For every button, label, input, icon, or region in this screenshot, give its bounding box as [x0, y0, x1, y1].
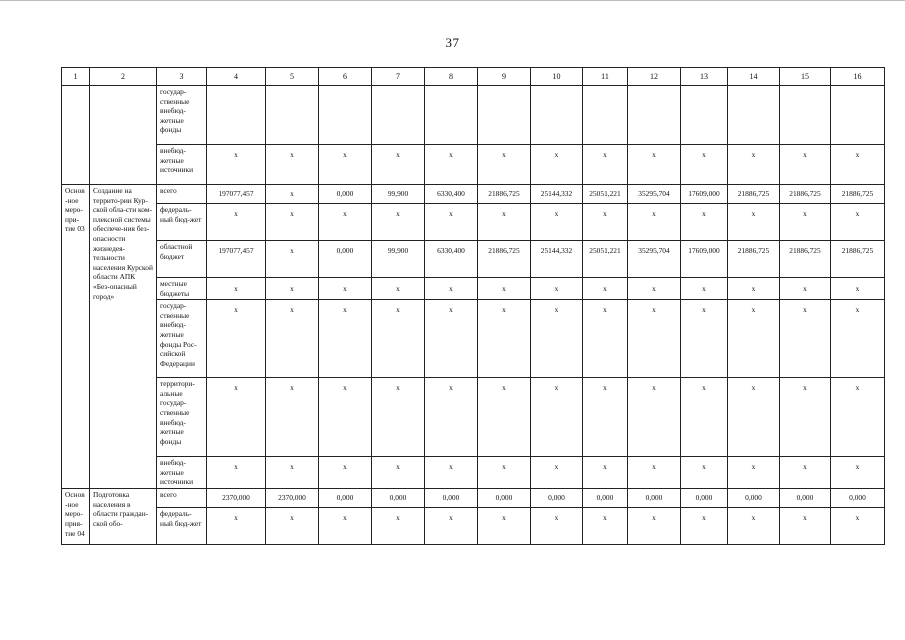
amount-cell: x	[372, 300, 425, 378]
top-border-line	[0, 0, 905, 1]
table-row	[62, 508, 885, 545]
amount-cell: x	[780, 204, 831, 241]
column-number-header: 1	[62, 68, 90, 86]
amount-cell: x	[425, 204, 478, 241]
event-number-cell: Основ-ное меро-прия-тие 04	[62, 489, 90, 545]
column-number-header: 10	[531, 68, 583, 86]
amount-cell: x	[831, 508, 885, 545]
amount-cell: 21886,725	[780, 241, 831, 278]
amount-cell: x	[831, 457, 885, 489]
amount-cell: 25144,332	[531, 185, 583, 204]
amount-cell: x	[531, 145, 583, 185]
event-name-cell	[90, 86, 157, 185]
amount-cell: x	[425, 378, 478, 457]
amount-cell: 21886,725	[728, 241, 780, 278]
amount-cell: x	[780, 278, 831, 300]
amount-cell: 25144,332	[531, 241, 583, 278]
amount-cell: x	[583, 278, 628, 300]
amount-cell: x	[266, 457, 319, 489]
amount-cell: x	[628, 300, 681, 378]
amount-cell: x	[266, 378, 319, 457]
event-number-cell: Основ-ное меро-при-тие 03	[62, 185, 90, 489]
amount-cell: 0,000	[319, 489, 372, 508]
amount-cell: x	[681, 278, 728, 300]
amount-cell: x	[425, 278, 478, 300]
funding-source-cell: федераль-ный бюд-жет	[157, 204, 207, 241]
column-number-header: 7	[372, 68, 425, 86]
column-number-header: 3	[157, 68, 207, 86]
funding-source-cell: всего	[157, 489, 207, 508]
amount-cell: 0,000	[372, 489, 425, 508]
column-number-header: 15	[780, 68, 831, 86]
amount-cell: 99,900	[372, 185, 425, 204]
amount-cell: x	[266, 204, 319, 241]
funding-source-cell: внебюд-жетные источники	[157, 457, 207, 489]
amount-cell: x	[583, 378, 628, 457]
amount-cell: x	[583, 145, 628, 185]
amount-cell: x	[266, 278, 319, 300]
amount-cell: x	[372, 508, 425, 545]
column-number-header: 6	[319, 68, 372, 86]
amount-cell: x	[831, 204, 885, 241]
amount-cell: x	[628, 278, 681, 300]
amount-cell: 197077,457	[207, 241, 266, 278]
column-number-header: 14	[728, 68, 780, 86]
amount-cell: x	[728, 378, 780, 457]
amount-cell: 0,000	[478, 489, 531, 508]
amount-cell: x	[207, 378, 266, 457]
amount-cell: x	[478, 278, 531, 300]
amount-cell: x	[628, 204, 681, 241]
amount-cell: 2370,000	[207, 489, 266, 508]
amount-cell: x	[728, 508, 780, 545]
table-row	[62, 378, 885, 457]
amount-cell: 0,000	[780, 489, 831, 508]
amount-cell: x	[728, 204, 780, 241]
funding-source-cell: федераль-ный бюд-жет	[157, 508, 207, 545]
funding-source-cell: местные бюджеты	[157, 278, 207, 300]
amount-cell: x	[266, 241, 319, 278]
amount-cell: x	[628, 145, 681, 185]
amount-cell: x	[319, 204, 372, 241]
amount-cell	[681, 86, 728, 145]
amount-cell: 0,000	[531, 489, 583, 508]
amount-cell: x	[207, 457, 266, 489]
amount-cell: x	[531, 300, 583, 378]
funding-source-cell: территори-альные государ-ственные внебюд-жетные фонды	[157, 378, 207, 457]
amount-cell: 0,000	[319, 185, 372, 204]
amount-cell: x	[531, 457, 583, 489]
table-row	[62, 300, 885, 378]
amount-cell: 0,000	[681, 489, 728, 508]
amount-cell: 21886,725	[831, 185, 885, 204]
column-number-header: 2	[90, 68, 157, 86]
column-number-header: 12	[628, 68, 681, 86]
amount-cell	[319, 86, 372, 145]
amount-cell: 99,900	[372, 241, 425, 278]
amount-cell: x	[266, 300, 319, 378]
table-row	[62, 489, 885, 508]
amount-cell: 0,000	[583, 489, 628, 508]
amount-cell: 21886,725	[831, 241, 885, 278]
amount-cell	[425, 86, 478, 145]
amount-cell: x	[319, 278, 372, 300]
event-name-cell: Создание на террито-рии Кур-ской обла-сти ком-плексной системы обеспече-ния без-опасности жизнедея-тельности населения Курской области АПК «Без-опасный город»	[90, 185, 157, 489]
table-row	[62, 278, 885, 300]
funding-source-cell: всего	[157, 185, 207, 204]
amount-cell: x	[531, 508, 583, 545]
amount-cell: x	[583, 300, 628, 378]
amount-cell: x	[831, 145, 885, 185]
amount-cell	[372, 86, 425, 145]
table-row	[62, 145, 885, 185]
amount-cell: x	[583, 204, 628, 241]
table-row	[62, 204, 885, 241]
amount-cell: x	[207, 204, 266, 241]
amount-cell: x	[372, 204, 425, 241]
page-number: 37	[445, 35, 460, 50]
column-number-header: 8	[425, 68, 478, 86]
amount-cell: x	[319, 145, 372, 185]
amount-cell: 21886,725	[780, 185, 831, 204]
amount-cell: 2370,000	[266, 489, 319, 508]
amount-cell: 21886,725	[478, 241, 531, 278]
amount-cell: x	[780, 300, 831, 378]
amount-cell	[780, 86, 831, 145]
amount-cell	[728, 86, 780, 145]
amount-cell: x	[681, 508, 728, 545]
table-row	[62, 86, 885, 145]
amount-cell: x	[266, 508, 319, 545]
amount-cell: x	[372, 145, 425, 185]
amount-cell: 197077,457	[207, 185, 266, 204]
amount-cell: 0,000	[628, 489, 681, 508]
amount-cell: x	[531, 278, 583, 300]
amount-cell: x	[425, 145, 478, 185]
amount-cell: x	[478, 300, 531, 378]
amount-cell: x	[681, 378, 728, 457]
amount-cell: x	[425, 457, 478, 489]
amount-cell: 6330,400	[425, 241, 478, 278]
amount-cell: x	[780, 378, 831, 457]
table-row	[62, 457, 885, 489]
amount-cell: x	[681, 457, 728, 489]
amount-cell: x	[372, 457, 425, 489]
amount-cell: x	[266, 145, 319, 185]
amount-cell: x	[425, 300, 478, 378]
amount-cell: x	[207, 278, 266, 300]
column-number-header: 16	[831, 68, 885, 86]
amount-cell: x	[628, 378, 681, 457]
amount-cell: 17609,000	[681, 241, 728, 278]
amount-cell	[478, 86, 531, 145]
column-number-header: 13	[681, 68, 728, 86]
amount-cell: x	[780, 457, 831, 489]
amount-cell: x	[681, 300, 728, 378]
amount-cell: x	[628, 508, 681, 545]
amount-cell: x	[478, 457, 531, 489]
amount-cell	[207, 86, 266, 145]
amount-cell: x	[728, 145, 780, 185]
funding-source-cell: внебюд-жетные источники	[157, 145, 207, 185]
amount-cell: x	[266, 185, 319, 204]
amount-cell: 0,000	[425, 489, 478, 508]
amount-cell: x	[478, 378, 531, 457]
amount-cell: x	[831, 378, 885, 457]
amount-cell: x	[372, 278, 425, 300]
amount-cell: 0,000	[728, 489, 780, 508]
column-number-header: 5	[266, 68, 319, 86]
amount-cell: x	[319, 457, 372, 489]
amount-cell: x	[728, 457, 780, 489]
amount-cell: x	[628, 457, 681, 489]
amount-cell: 17609,000	[681, 185, 728, 204]
amount-cell: x	[207, 508, 266, 545]
amount-cell: x	[319, 300, 372, 378]
amount-cell: x	[425, 508, 478, 545]
amount-cell: 6330,400	[425, 185, 478, 204]
amount-cell: x	[831, 300, 885, 378]
amount-cell: x	[207, 300, 266, 378]
amount-cell: x	[681, 145, 728, 185]
amount-cell	[583, 86, 628, 145]
amount-cell: x	[728, 278, 780, 300]
table-row	[62, 185, 885, 204]
amount-cell: x	[372, 378, 425, 457]
amount-cell: 0,000	[831, 489, 885, 508]
amount-cell: x	[780, 145, 831, 185]
amount-cell: 25051,221	[583, 241, 628, 278]
amount-cell: x	[583, 457, 628, 489]
amount-cell: x	[478, 145, 531, 185]
amount-cell: x	[728, 300, 780, 378]
amount-cell	[628, 86, 681, 145]
amount-cell: x	[583, 508, 628, 545]
column-number-header: 9	[478, 68, 531, 86]
funding-source-cell: государ-ственные внебюд-жетные фонды	[157, 86, 207, 145]
amount-cell: 35295,704	[628, 241, 681, 278]
amount-cell: 21886,725	[478, 185, 531, 204]
event-number-cell	[62, 86, 90, 185]
amount-cell: x	[831, 278, 885, 300]
amount-cell: 35295,704	[628, 185, 681, 204]
amount-cell: x	[531, 204, 583, 241]
amount-cell: x	[319, 508, 372, 545]
amount-cell: x	[207, 145, 266, 185]
funding-source-cell: государ-ственные внебюд-жетные фонды Рос-сийской Федерации	[157, 300, 207, 378]
amount-cell	[831, 86, 885, 145]
funding-source-cell: областной бюджет	[157, 241, 207, 278]
amount-cell: x	[319, 378, 372, 457]
column-number-header: 4	[207, 68, 266, 86]
amount-cell: 25051,221	[583, 185, 628, 204]
budget-table	[61, 67, 885, 545]
amount-cell	[266, 86, 319, 145]
amount-cell: x	[478, 508, 531, 545]
amount-cell: x	[681, 204, 728, 241]
amount-cell: x	[531, 378, 583, 457]
amount-cell: x	[478, 204, 531, 241]
amount-cell: 0,000	[319, 241, 372, 278]
event-name-cell: Подготовка населения в области граждан-ской обо-	[90, 489, 157, 545]
column-number-header: 11	[583, 68, 628, 86]
amount-cell: 21886,725	[728, 185, 780, 204]
table-row	[62, 241, 885, 278]
amount-cell	[531, 86, 583, 145]
amount-cell: x	[780, 508, 831, 545]
column-number-row	[62, 68, 885, 86]
